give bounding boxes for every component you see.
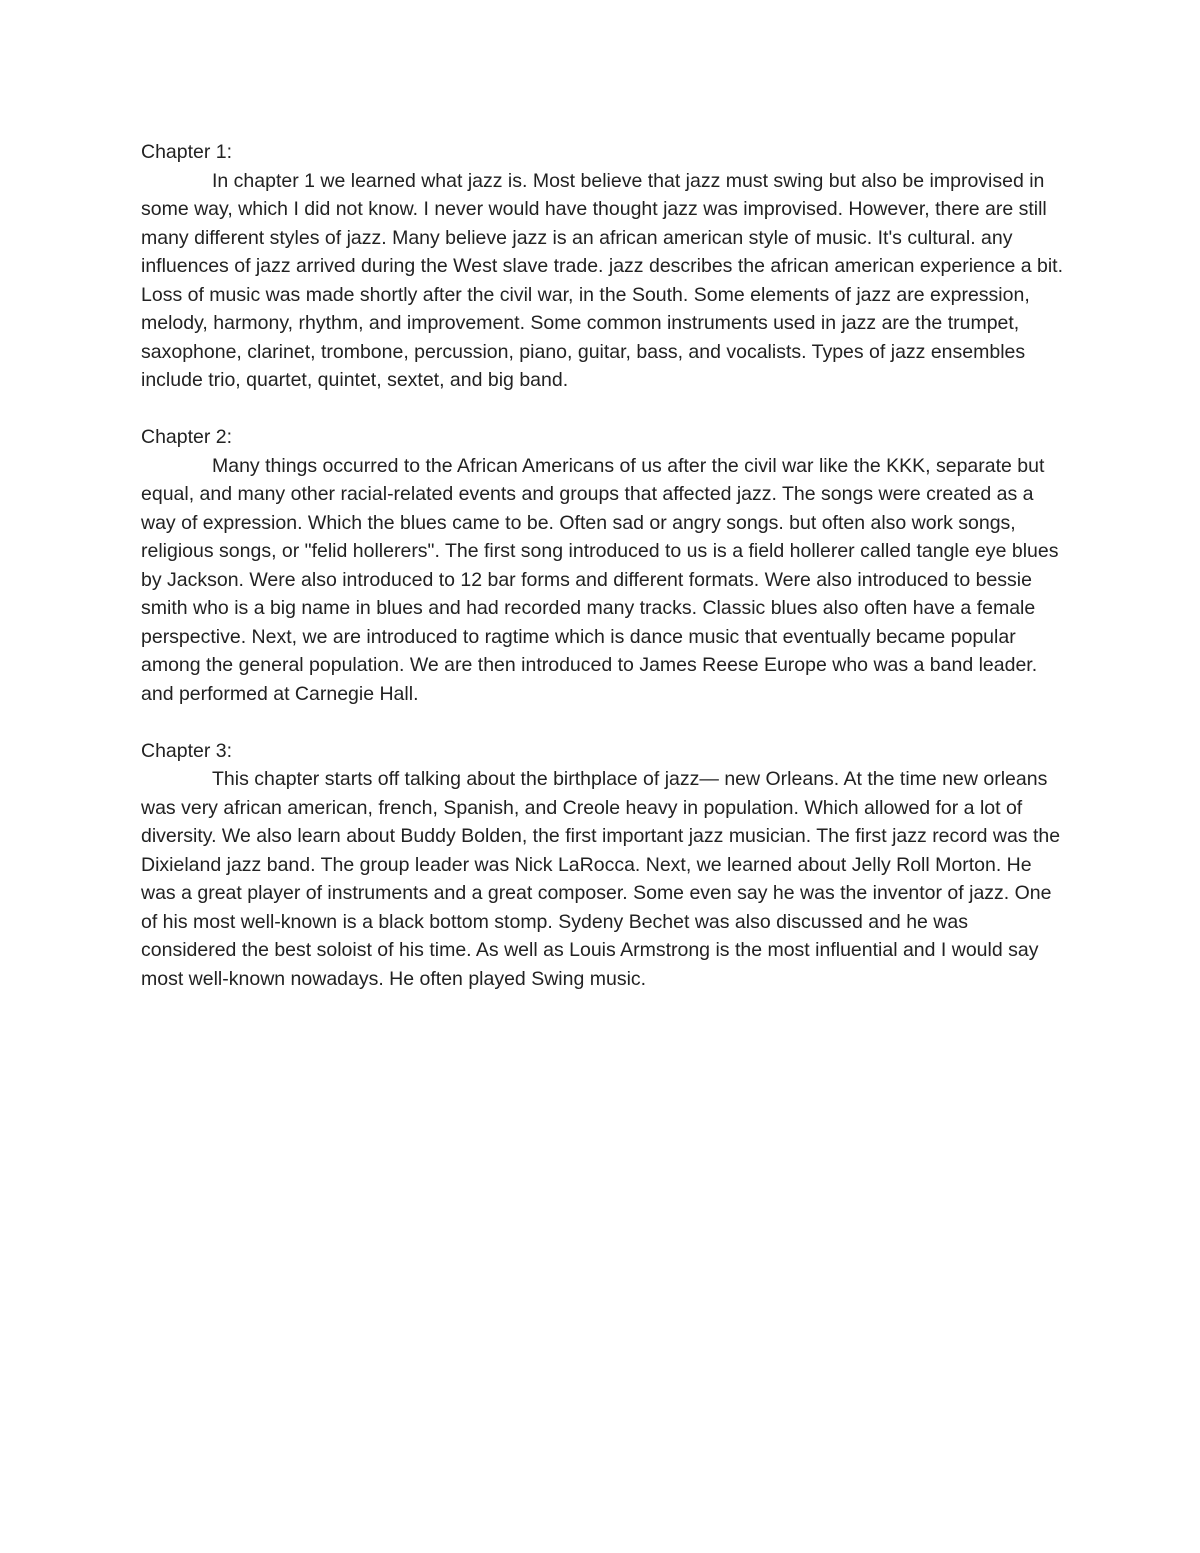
chapter-3-paragraph: This chapter starts off talking about the birthplace of jazz— new Orleans. At the time new orleans was very african american, french, Spanish, and Creole heavy in population. Which allowed for a lot of diversity. We also learn about Buddy Bolden, the first important jazz musician. The first jazz record was the Dixieland jazz band. The group leader was Nick LaRocca. Next, we learned about Jelly Roll Morton. He was a great player of instruments and a great composer. Some even say he was the inventor of jazz. One of his most well-known is a black bottom stomp. Sydeny Bechet was also discussed and he was considered the best soloist of his time. As well as Louis Armstrong is the most influential and I would say most well-known nowadays. He often played Swing music. bbox=[141, 768, 1061, 990]
chapter-3-heading: Chapter 3: bbox=[141, 739, 233, 762]
chapter-2-paragraph: Many things occurred to the African Americans of us after the civil war like the KKK, separate but equal, and many other racial-related events and groups that affected jazz. The songs were created as a way of expression. Which the blues came to be. Often sad or angry songs. but often also work songs, religious songs, or "felid hollerers". The first song introduced to us is a field hollerer called tangle eye blues by Jackson. Were also introduced to 12 bar forms and different formats. Were also introduced to bessie smith who is a big name in blues and had recorded many tracks. Classic blues also often have a female perspective. Next, we are introduced to ragtime which is dance music that eventually became popular among the general population. We are then introduced to James Reese Europe who was a band leader. and performed at Carnegie Hall. bbox=[141, 454, 1059, 705]
chapter-1-paragraph: In chapter 1 we learned what jazz is. Most believe that jazz must swing but also be improvised in some way, which I did not know. I never would have thought jazz was improvised. However, there are still many different styles of jazz. Many believe jazz is an african american style of music. It's cultural. any influences of jazz arrived during the West slave trade. jazz describes the african american experience a bit. Loss of music was made shortly after the civil war, in the South. Some elements of jazz are expression, melody, harmony, rhythm, and improvement. Some common instruments used in jazz are the trumpet, saxophone, clarinet, trombone, percussion, piano, guitar, bass, and vocalists. Types of jazz ensembles include trio, quartet, quintet, sextet, and big band. bbox=[141, 169, 1064, 391]
document-page bbox=[141, 138, 1066, 1022]
chapter-1-section bbox=[141, 138, 1066, 395]
chapter-2-section bbox=[141, 423, 1066, 708]
chapter-3-section bbox=[141, 737, 1066, 994]
chapter-2-heading: Chapter 2: bbox=[141, 426, 233, 448]
chapter-1-heading: Chapter 1: bbox=[141, 141, 233, 163]
